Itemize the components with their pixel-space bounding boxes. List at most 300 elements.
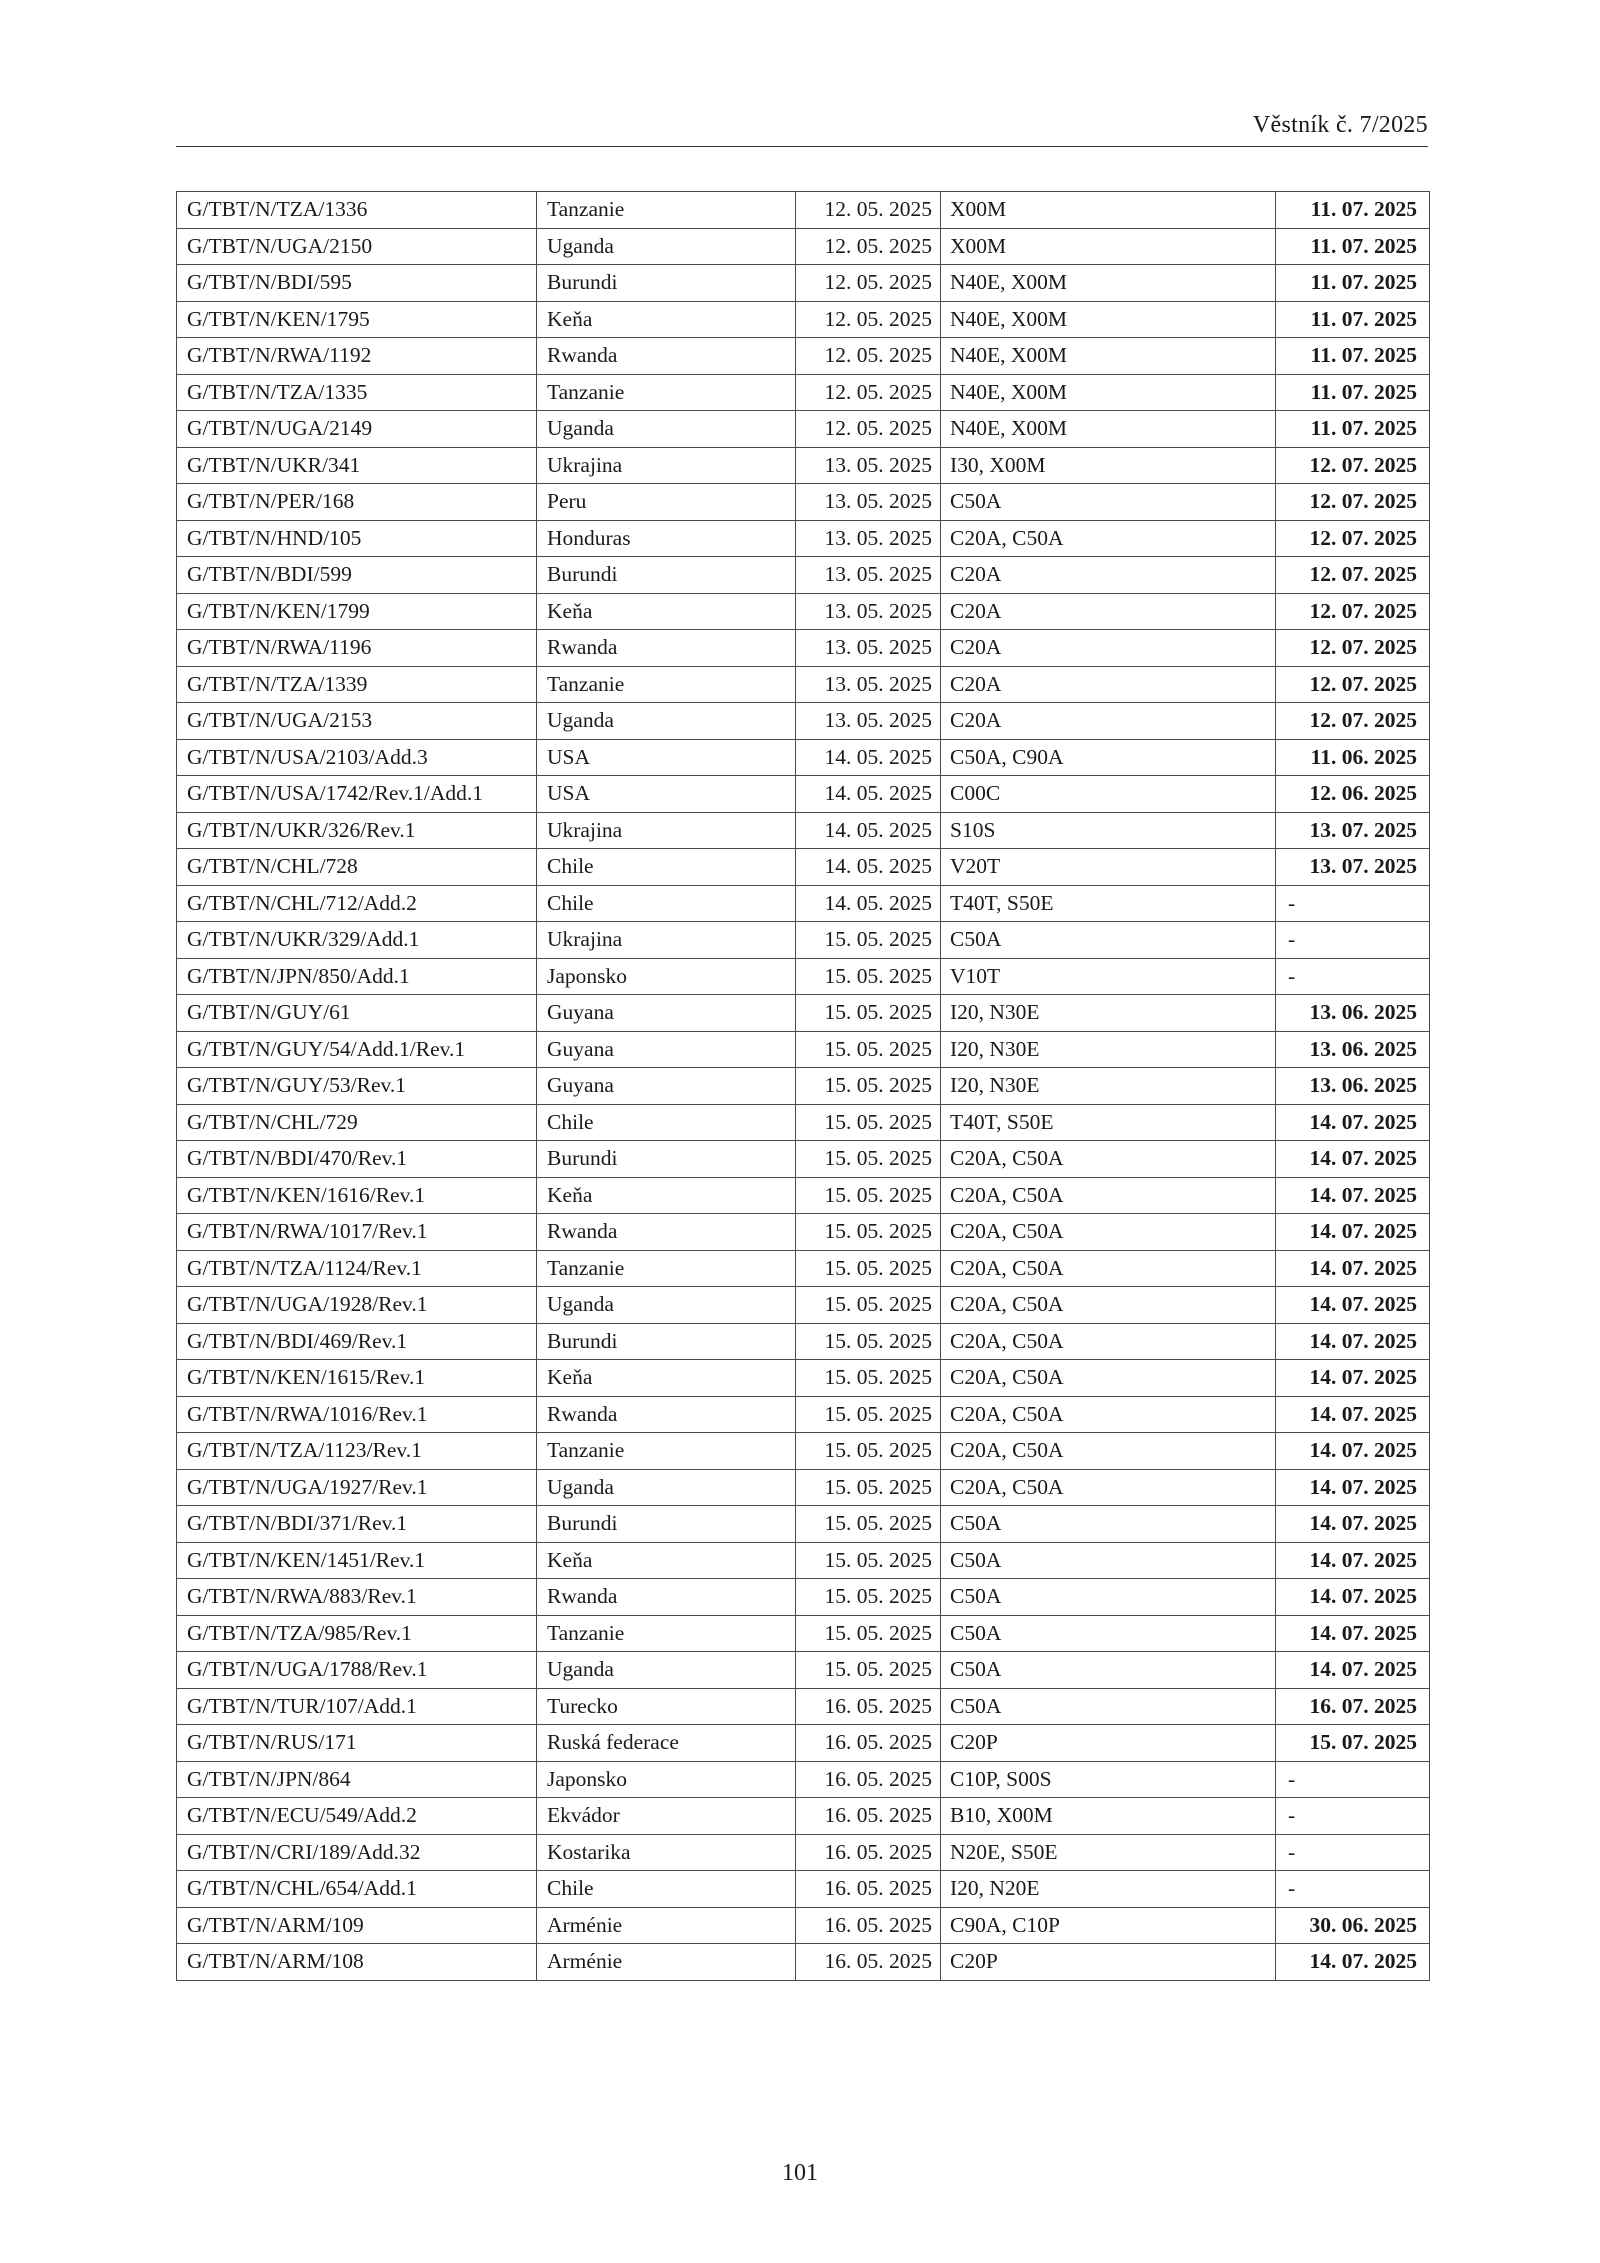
notification-symbol-cell: G/TBT/N/RWA/1192 <box>177 338 537 375</box>
comment-deadline-cell: 14. 07. 2025 <box>1276 1177 1430 1214</box>
notification-date-cell: 13. 05. 2025 <box>796 593 941 630</box>
notification-date-cell: 15. 05. 2025 <box>796 1141 941 1178</box>
notification-date-cell: 15. 05. 2025 <box>796 1433 941 1470</box>
notification-date-cell: 15. 05. 2025 <box>796 1323 941 1360</box>
country-cell: Honduras <box>537 520 796 557</box>
notifications-table <box>176 191 1430 1981</box>
classification-codes-cell: C00C <box>941 776 1276 813</box>
country-cell: Rwanda <box>537 1579 796 1616</box>
comment-deadline-cell: 12. 07. 2025 <box>1276 666 1430 703</box>
country-cell: Keňa <box>537 1542 796 1579</box>
classification-codes-cell: C20A, C50A <box>941 1360 1276 1397</box>
comment-deadline-cell: 14. 07. 2025 <box>1276 1396 1430 1433</box>
notification-symbol-cell: G/TBT/N/UGA/2153 <box>177 703 537 740</box>
classification-codes-cell: C20A, C50A <box>941 1469 1276 1506</box>
country-cell: Tanzanie <box>537 1615 796 1652</box>
country-cell: Burundi <box>537 1506 796 1543</box>
table-row <box>177 338 1430 375</box>
journal-title: Věstník č. 7/2025 <box>1252 112 1428 138</box>
comment-deadline-cell: 12. 07. 2025 <box>1276 447 1430 484</box>
country-cell: Ukrajina <box>537 922 796 959</box>
comment-deadline-cell: 30. 06. 2025 <box>1276 1907 1430 1944</box>
comment-deadline-cell: 14. 07. 2025 <box>1276 1323 1430 1360</box>
country-cell: Tanzanie <box>537 374 796 411</box>
classification-codes-cell: C20A <box>941 703 1276 740</box>
table-row <box>177 1798 1430 1835</box>
notification-symbol-cell: G/TBT/N/TZA/1336 <box>177 192 537 229</box>
notification-symbol-cell: G/TBT/N/BDI/599 <box>177 557 537 594</box>
country-cell: Chile <box>537 885 796 922</box>
comment-deadline-cell: 12. 06. 2025 <box>1276 776 1430 813</box>
classification-codes-cell: C20P <box>941 1725 1276 1762</box>
notification-symbol-cell: G/TBT/N/UGA/2149 <box>177 411 537 448</box>
notification-symbol-cell: G/TBT/N/KEN/1615/Rev.1 <box>177 1360 537 1397</box>
notification-symbol-cell: G/TBT/N/CHL/712/Add.2 <box>177 885 537 922</box>
notification-date-cell: 15. 05. 2025 <box>796 1360 941 1397</box>
table-row <box>177 1944 1430 1981</box>
country-cell: Ekvádor <box>537 1798 796 1835</box>
table-row <box>177 1177 1430 1214</box>
notification-symbol-cell: G/TBT/N/BDI/371/Rev.1 <box>177 1506 537 1543</box>
notification-date-cell: 15. 05. 2025 <box>796 995 941 1032</box>
notification-date-cell: 16. 05. 2025 <box>796 1688 941 1725</box>
country-cell: Keňa <box>537 593 796 630</box>
classification-codes-cell: I20, N20E <box>941 1871 1276 1908</box>
notification-symbol-cell: G/TBT/N/JPN/850/Add.1 <box>177 958 537 995</box>
table-row <box>177 739 1430 776</box>
table-row <box>177 557 1430 594</box>
notification-date-cell: 12. 05. 2025 <box>796 265 941 302</box>
country-cell: Uganda <box>537 1652 796 1689</box>
table-row <box>177 1834 1430 1871</box>
notification-date-cell: 15. 05. 2025 <box>796 1615 941 1652</box>
notification-symbol-cell: G/TBT/N/KEN/1799 <box>177 593 537 630</box>
notification-symbol-cell: G/TBT/N/KEN/1616/Rev.1 <box>177 1177 537 1214</box>
comment-deadline-cell: 13. 06. 2025 <box>1276 995 1430 1032</box>
notification-date-cell: 14. 05. 2025 <box>796 776 941 813</box>
table-row <box>177 1871 1430 1908</box>
country-cell: Ukrajina <box>537 447 796 484</box>
classification-codes-cell: C20A, C50A <box>941 1177 1276 1214</box>
comment-deadline-cell: 11. 07. 2025 <box>1276 301 1430 338</box>
country-cell: USA <box>537 776 796 813</box>
classification-codes-cell: X00M <box>941 192 1276 229</box>
comment-deadline-cell: 13. 06. 2025 <box>1276 1031 1430 1068</box>
country-cell: Uganda <box>537 1287 796 1324</box>
notification-symbol-cell: G/TBT/N/JPN/864 <box>177 1761 537 1798</box>
notification-date-cell: 15. 05. 2025 <box>796 1396 941 1433</box>
table-row <box>177 228 1430 265</box>
country-cell: Guyana <box>537 995 796 1032</box>
notification-symbol-cell: G/TBT/N/BDI/469/Rev.1 <box>177 1323 537 1360</box>
classification-codes-cell: I20, N30E <box>941 1068 1276 1105</box>
table-row <box>177 192 1430 229</box>
notification-symbol-cell: G/TBT/N/RUS/171 <box>177 1725 537 1762</box>
notification-date-cell: 13. 05. 2025 <box>796 557 941 594</box>
table-row <box>177 374 1430 411</box>
classification-codes-cell: C50A <box>941 922 1276 959</box>
table-row <box>177 1250 1430 1287</box>
classification-codes-cell: C50A <box>941 1579 1276 1616</box>
table-row <box>177 1615 1430 1652</box>
country-cell: Keňa <box>537 301 796 338</box>
classification-codes-cell: S10S <box>941 812 1276 849</box>
notification-symbol-cell: G/TBT/N/ARM/109 <box>177 1907 537 1944</box>
table-row <box>177 484 1430 521</box>
table-row <box>177 958 1430 995</box>
classification-codes-cell: I20, N30E <box>941 995 1276 1032</box>
comment-deadline-cell: 14. 07. 2025 <box>1276 1944 1430 1981</box>
classification-codes-cell: C20A <box>941 630 1276 667</box>
notification-symbol-cell: G/TBT/N/UKR/329/Add.1 <box>177 922 537 959</box>
country-cell: Turecko <box>537 1688 796 1725</box>
notification-date-cell: 15. 05. 2025 <box>796 1177 941 1214</box>
notification-symbol-cell: G/TBT/N/UGA/2150 <box>177 228 537 265</box>
comment-deadline-cell: - <box>1276 1761 1430 1798</box>
table-row <box>177 1725 1430 1762</box>
table-row <box>177 447 1430 484</box>
table-row <box>177 1068 1430 1105</box>
country-cell: Rwanda <box>537 1396 796 1433</box>
notification-symbol-cell: G/TBT/N/USA/2103/Add.3 <box>177 739 537 776</box>
table-row <box>177 1396 1430 1433</box>
comment-deadline-cell: - <box>1276 958 1430 995</box>
classification-codes-cell: B10, X00M <box>941 1798 1276 1835</box>
notification-symbol-cell: G/TBT/N/TUR/107/Add.1 <box>177 1688 537 1725</box>
comment-deadline-cell: 14. 07. 2025 <box>1276 1542 1430 1579</box>
notification-symbol-cell: G/TBT/N/CRI/189/Add.32 <box>177 1834 537 1871</box>
notification-symbol-cell: G/TBT/N/RWA/1196 <box>177 630 537 667</box>
notification-symbol-cell: G/TBT/N/RWA/1017/Rev.1 <box>177 1214 537 1251</box>
country-cell: Uganda <box>537 1469 796 1506</box>
notification-symbol-cell: G/TBT/N/UGA/1927/Rev.1 <box>177 1469 537 1506</box>
notification-date-cell: 12. 05. 2025 <box>796 228 941 265</box>
comment-deadline-cell: - <box>1276 1798 1430 1835</box>
country-cell: Uganda <box>537 228 796 265</box>
notification-symbol-cell: G/TBT/N/UGA/1788/Rev.1 <box>177 1652 537 1689</box>
comment-deadline-cell: - <box>1276 922 1430 959</box>
notification-date-cell: 12. 05. 2025 <box>796 338 941 375</box>
notifications-table-wrapper <box>176 191 1429 1981</box>
table-row <box>177 1761 1430 1798</box>
comment-deadline-cell: 13. 06. 2025 <box>1276 1068 1430 1105</box>
notification-symbol-cell: G/TBT/N/GUY/54/Add.1/Rev.1 <box>177 1031 537 1068</box>
comment-deadline-cell: 11. 06. 2025 <box>1276 739 1430 776</box>
classification-codes-cell: C20A <box>941 666 1276 703</box>
classification-codes-cell: N40E, X00M <box>941 338 1276 375</box>
country-cell: Kostarika <box>537 1834 796 1871</box>
comment-deadline-cell: 13. 07. 2025 <box>1276 812 1430 849</box>
country-cell: Tanzanie <box>537 1250 796 1287</box>
notification-date-cell: 16. 05. 2025 <box>796 1834 941 1871</box>
notification-date-cell: 16. 05. 2025 <box>796 1761 941 1798</box>
classification-codes-cell: V10T <box>941 958 1276 995</box>
country-cell: Ukrajina <box>537 812 796 849</box>
notification-symbol-cell: G/TBT/N/UGA/1928/Rev.1 <box>177 1287 537 1324</box>
country-cell: Chile <box>537 1104 796 1141</box>
notification-symbol-cell: G/TBT/N/KEN/1451/Rev.1 <box>177 1542 537 1579</box>
classification-codes-cell: N40E, X00M <box>941 374 1276 411</box>
table-row <box>177 812 1430 849</box>
notification-symbol-cell: G/TBT/N/TZA/1123/Rev.1 <box>177 1433 537 1470</box>
table-row <box>177 1469 1430 1506</box>
comment-deadline-cell: 11. 07. 2025 <box>1276 265 1430 302</box>
comment-deadline-cell: 11. 07. 2025 <box>1276 411 1430 448</box>
country-cell: Arménie <box>537 1944 796 1981</box>
classification-codes-cell: C50A <box>941 1615 1276 1652</box>
classification-codes-cell: N40E, X00M <box>941 265 1276 302</box>
classification-codes-cell: C20A, C50A <box>941 1250 1276 1287</box>
comment-deadline-cell: 12. 07. 2025 <box>1276 484 1430 521</box>
classification-codes-cell: C20A, C50A <box>941 1214 1276 1251</box>
notification-date-cell: 15. 05. 2025 <box>796 958 941 995</box>
notification-symbol-cell: G/TBT/N/PER/168 <box>177 484 537 521</box>
country-cell: USA <box>537 739 796 776</box>
notification-date-cell: 14. 05. 2025 <box>796 812 941 849</box>
notification-date-cell: 15. 05. 2025 <box>796 1068 941 1105</box>
table-row <box>177 1433 1430 1470</box>
notification-symbol-cell: G/TBT/N/RWA/1016/Rev.1 <box>177 1396 537 1433</box>
country-cell: Burundi <box>537 557 796 594</box>
comment-deadline-cell: 14. 07. 2025 <box>1276 1433 1430 1470</box>
classification-codes-cell: C20A, C50A <box>941 1287 1276 1324</box>
table-row <box>177 520 1430 557</box>
notification-symbol-cell: G/TBT/N/CHL/654/Add.1 <box>177 1871 537 1908</box>
notification-symbol-cell: G/TBT/N/UKR/326/Rev.1 <box>177 812 537 849</box>
country-cell: Rwanda <box>537 338 796 375</box>
classification-codes-cell: T40T, S50E <box>941 885 1276 922</box>
country-cell: Uganda <box>537 411 796 448</box>
notification-date-cell: 13. 05. 2025 <box>796 447 941 484</box>
comment-deadline-cell: - <box>1276 1871 1430 1908</box>
country-cell: Burundi <box>537 1323 796 1360</box>
notification-symbol-cell: G/TBT/N/BDI/470/Rev.1 <box>177 1141 537 1178</box>
table-row <box>177 301 1430 338</box>
classification-codes-cell: N20E, S50E <box>941 1834 1276 1871</box>
classification-codes-cell: C20A, C50A <box>941 1141 1276 1178</box>
classification-codes-cell: C50A <box>941 1542 1276 1579</box>
table-row <box>177 666 1430 703</box>
classification-codes-cell: I30, X00M <box>941 447 1276 484</box>
notification-date-cell: 14. 05. 2025 <box>796 849 941 886</box>
table-row <box>177 593 1430 630</box>
notification-date-cell: 15. 05. 2025 <box>796 1287 941 1324</box>
country-cell: Burundi <box>537 265 796 302</box>
notification-date-cell: 15. 05. 2025 <box>796 1104 941 1141</box>
classification-codes-cell: C20A, C50A <box>941 520 1276 557</box>
country-cell: Ruská federace <box>537 1725 796 1762</box>
classification-codes-cell: C90A, C10P <box>941 1907 1276 1944</box>
notification-date-cell: 16. 05. 2025 <box>796 1907 941 1944</box>
notification-date-cell: 12. 05. 2025 <box>796 374 941 411</box>
notification-date-cell: 12. 05. 2025 <box>796 192 941 229</box>
classification-codes-cell: C20P <box>941 1944 1276 1981</box>
country-cell: Keňa <box>537 1177 796 1214</box>
comment-deadline-cell: 14. 07. 2025 <box>1276 1506 1430 1543</box>
classification-codes-cell: C20A <box>941 557 1276 594</box>
notification-symbol-cell: G/TBT/N/UKR/341 <box>177 447 537 484</box>
classification-codes-cell: C20A, C50A <box>941 1396 1276 1433</box>
notification-symbol-cell: G/TBT/N/GUY/61 <box>177 995 537 1032</box>
table-row <box>177 1141 1430 1178</box>
country-cell: Keňa <box>537 1360 796 1397</box>
notification-date-cell: 16. 05. 2025 <box>796 1798 941 1835</box>
table-row <box>177 995 1430 1032</box>
notification-symbol-cell: G/TBT/N/TZA/1124/Rev.1 <box>177 1250 537 1287</box>
classification-codes-cell: C50A <box>941 1688 1276 1725</box>
classification-codes-cell: C50A <box>941 1506 1276 1543</box>
country-cell: Chile <box>537 1871 796 1908</box>
comment-deadline-cell: 14. 07. 2025 <box>1276 1652 1430 1689</box>
classification-codes-cell: C50A <box>941 484 1276 521</box>
classification-codes-cell: C20A, C50A <box>941 1323 1276 1360</box>
table-row <box>177 885 1430 922</box>
notification-date-cell: 14. 05. 2025 <box>796 885 941 922</box>
notification-date-cell: 13. 05. 2025 <box>796 484 941 521</box>
comment-deadline-cell: 14. 07. 2025 <box>1276 1615 1430 1652</box>
table-row <box>177 776 1430 813</box>
classification-codes-cell: X00M <box>941 228 1276 265</box>
country-cell: Guyana <box>537 1031 796 1068</box>
classification-codes-cell: N40E, X00M <box>941 301 1276 338</box>
table-row <box>177 1652 1430 1689</box>
table-row <box>177 630 1430 667</box>
classification-codes-cell: C20A <box>941 593 1276 630</box>
notification-date-cell: 14. 05. 2025 <box>796 739 941 776</box>
comment-deadline-cell: 12. 07. 2025 <box>1276 703 1430 740</box>
notification-date-cell: 12. 05. 2025 <box>796 411 941 448</box>
notification-symbol-cell: G/TBT/N/GUY/53/Rev.1 <box>177 1068 537 1105</box>
notification-date-cell: 13. 05. 2025 <box>796 630 941 667</box>
comment-deadline-cell: 12. 07. 2025 <box>1276 557 1430 594</box>
comment-deadline-cell: 13. 07. 2025 <box>1276 849 1430 886</box>
table-row <box>177 1104 1430 1141</box>
notification-date-cell: 15. 05. 2025 <box>796 1214 941 1251</box>
notification-date-cell: 13. 05. 2025 <box>796 520 941 557</box>
classification-codes-cell: C50A, C90A <box>941 739 1276 776</box>
table-row <box>177 1031 1430 1068</box>
comment-deadline-cell: 11. 07. 2025 <box>1276 192 1430 229</box>
comment-deadline-cell: - <box>1276 885 1430 922</box>
notification-symbol-cell: G/TBT/N/ECU/549/Add.2 <box>177 1798 537 1835</box>
notification-date-cell: 12. 05. 2025 <box>796 301 941 338</box>
comment-deadline-cell: 11. 07. 2025 <box>1276 228 1430 265</box>
table-row <box>177 1907 1430 1944</box>
notification-date-cell: 13. 05. 2025 <box>796 666 941 703</box>
notification-date-cell: 15. 05. 2025 <box>796 1250 941 1287</box>
notification-date-cell: 16. 05. 2025 <box>796 1725 941 1762</box>
country-cell: Rwanda <box>537 1214 796 1251</box>
classification-codes-cell: I20, N30E <box>941 1031 1276 1068</box>
comment-deadline-cell: 14. 07. 2025 <box>1276 1214 1430 1251</box>
table-row <box>177 1214 1430 1251</box>
table-row <box>177 1323 1430 1360</box>
classification-codes-cell: C20A, C50A <box>941 1433 1276 1470</box>
classification-codes-cell: T40T, S50E <box>941 1104 1276 1141</box>
comment-deadline-cell: 11. 07. 2025 <box>1276 338 1430 375</box>
table-row <box>177 1287 1430 1324</box>
comment-deadline-cell: 14. 07. 2025 <box>1276 1469 1430 1506</box>
comment-deadline-cell: 14. 07. 2025 <box>1276 1360 1430 1397</box>
table-body <box>177 192 1430 1981</box>
comment-deadline-cell: 14. 07. 2025 <box>1276 1250 1430 1287</box>
notification-symbol-cell: G/TBT/N/CHL/728 <box>177 849 537 886</box>
table-row <box>177 265 1430 302</box>
country-cell: Burundi <box>537 1141 796 1178</box>
notification-date-cell: 15. 05. 2025 <box>796 1579 941 1616</box>
country-cell: Guyana <box>537 1068 796 1105</box>
country-cell: Arménie <box>537 1907 796 1944</box>
table-row <box>177 1579 1430 1616</box>
table-row <box>177 1542 1430 1579</box>
notification-date-cell: 15. 05. 2025 <box>796 1506 941 1543</box>
notification-date-cell: 13. 05. 2025 <box>796 703 941 740</box>
comment-deadline-cell: - <box>1276 1834 1430 1871</box>
comment-deadline-cell: 12. 07. 2025 <box>1276 520 1430 557</box>
notification-symbol-cell: G/TBT/N/KEN/1795 <box>177 301 537 338</box>
notification-symbol-cell: G/TBT/N/HND/105 <box>177 520 537 557</box>
notification-symbol-cell: G/TBT/N/BDI/595 <box>177 265 537 302</box>
notification-symbol-cell: G/TBT/N/USA/1742/Rev.1/Add.1 <box>177 776 537 813</box>
country-cell: Rwanda <box>537 630 796 667</box>
notification-date-cell: 15. 05. 2025 <box>796 1652 941 1689</box>
country-cell: Japonsko <box>537 1761 796 1798</box>
classification-codes-cell: C10P, S00S <box>941 1761 1276 1798</box>
page-header <box>176 106 1428 147</box>
notification-date-cell: 15. 05. 2025 <box>796 1469 941 1506</box>
country-cell: Chile <box>537 849 796 886</box>
table-row <box>177 1506 1430 1543</box>
classification-codes-cell: N40E, X00M <box>941 411 1276 448</box>
classification-codes-cell: C50A <box>941 1652 1276 1689</box>
comment-deadline-cell: 15. 07. 2025 <box>1276 1725 1430 1762</box>
comment-deadline-cell: 14. 07. 2025 <box>1276 1579 1430 1616</box>
notification-symbol-cell: G/TBT/N/TZA/1339 <box>177 666 537 703</box>
country-cell: Japonsko <box>537 958 796 995</box>
comment-deadline-cell: 16. 07. 2025 <box>1276 1688 1430 1725</box>
classification-codes-cell: V20T <box>941 849 1276 886</box>
table-row <box>177 1360 1430 1397</box>
notification-date-cell: 16. 05. 2025 <box>796 1944 941 1981</box>
notification-symbol-cell: G/TBT/N/CHL/729 <box>177 1104 537 1141</box>
comment-deadline-cell: 12. 07. 2025 <box>1276 593 1430 630</box>
country-cell: Uganda <box>537 703 796 740</box>
notification-symbol-cell: G/TBT/N/TZA/985/Rev.1 <box>177 1615 537 1652</box>
notification-date-cell: 15. 05. 2025 <box>796 1031 941 1068</box>
notification-date-cell: 16. 05. 2025 <box>796 1871 941 1908</box>
comment-deadline-cell: 14. 07. 2025 <box>1276 1104 1430 1141</box>
table-row <box>177 1688 1430 1725</box>
comment-deadline-cell: 14. 07. 2025 <box>1276 1141 1430 1178</box>
page-number: 101 <box>782 2160 818 2186</box>
table-row <box>177 703 1430 740</box>
notification-symbol-cell: G/TBT/N/ARM/108 <box>177 1944 537 1981</box>
country-cell: Peru <box>537 484 796 521</box>
country-cell: Tanzanie <box>537 192 796 229</box>
comment-deadline-cell: 12. 07. 2025 <box>1276 630 1430 667</box>
notification-symbol-cell: G/TBT/N/RWA/883/Rev.1 <box>177 1579 537 1616</box>
notification-symbol-cell: G/TBT/N/TZA/1335 <box>177 374 537 411</box>
comment-deadline-cell: 14. 07. 2025 <box>1276 1287 1430 1324</box>
table-row <box>177 849 1430 886</box>
comment-deadline-cell: 11. 07. 2025 <box>1276 374 1430 411</box>
table-row <box>177 411 1430 448</box>
country-cell: Tanzanie <box>537 666 796 703</box>
notification-date-cell: 15. 05. 2025 <box>796 922 941 959</box>
notification-date-cell: 15. 05. 2025 <box>796 1542 941 1579</box>
table-row <box>177 922 1430 959</box>
country-cell: Tanzanie <box>537 1433 796 1470</box>
